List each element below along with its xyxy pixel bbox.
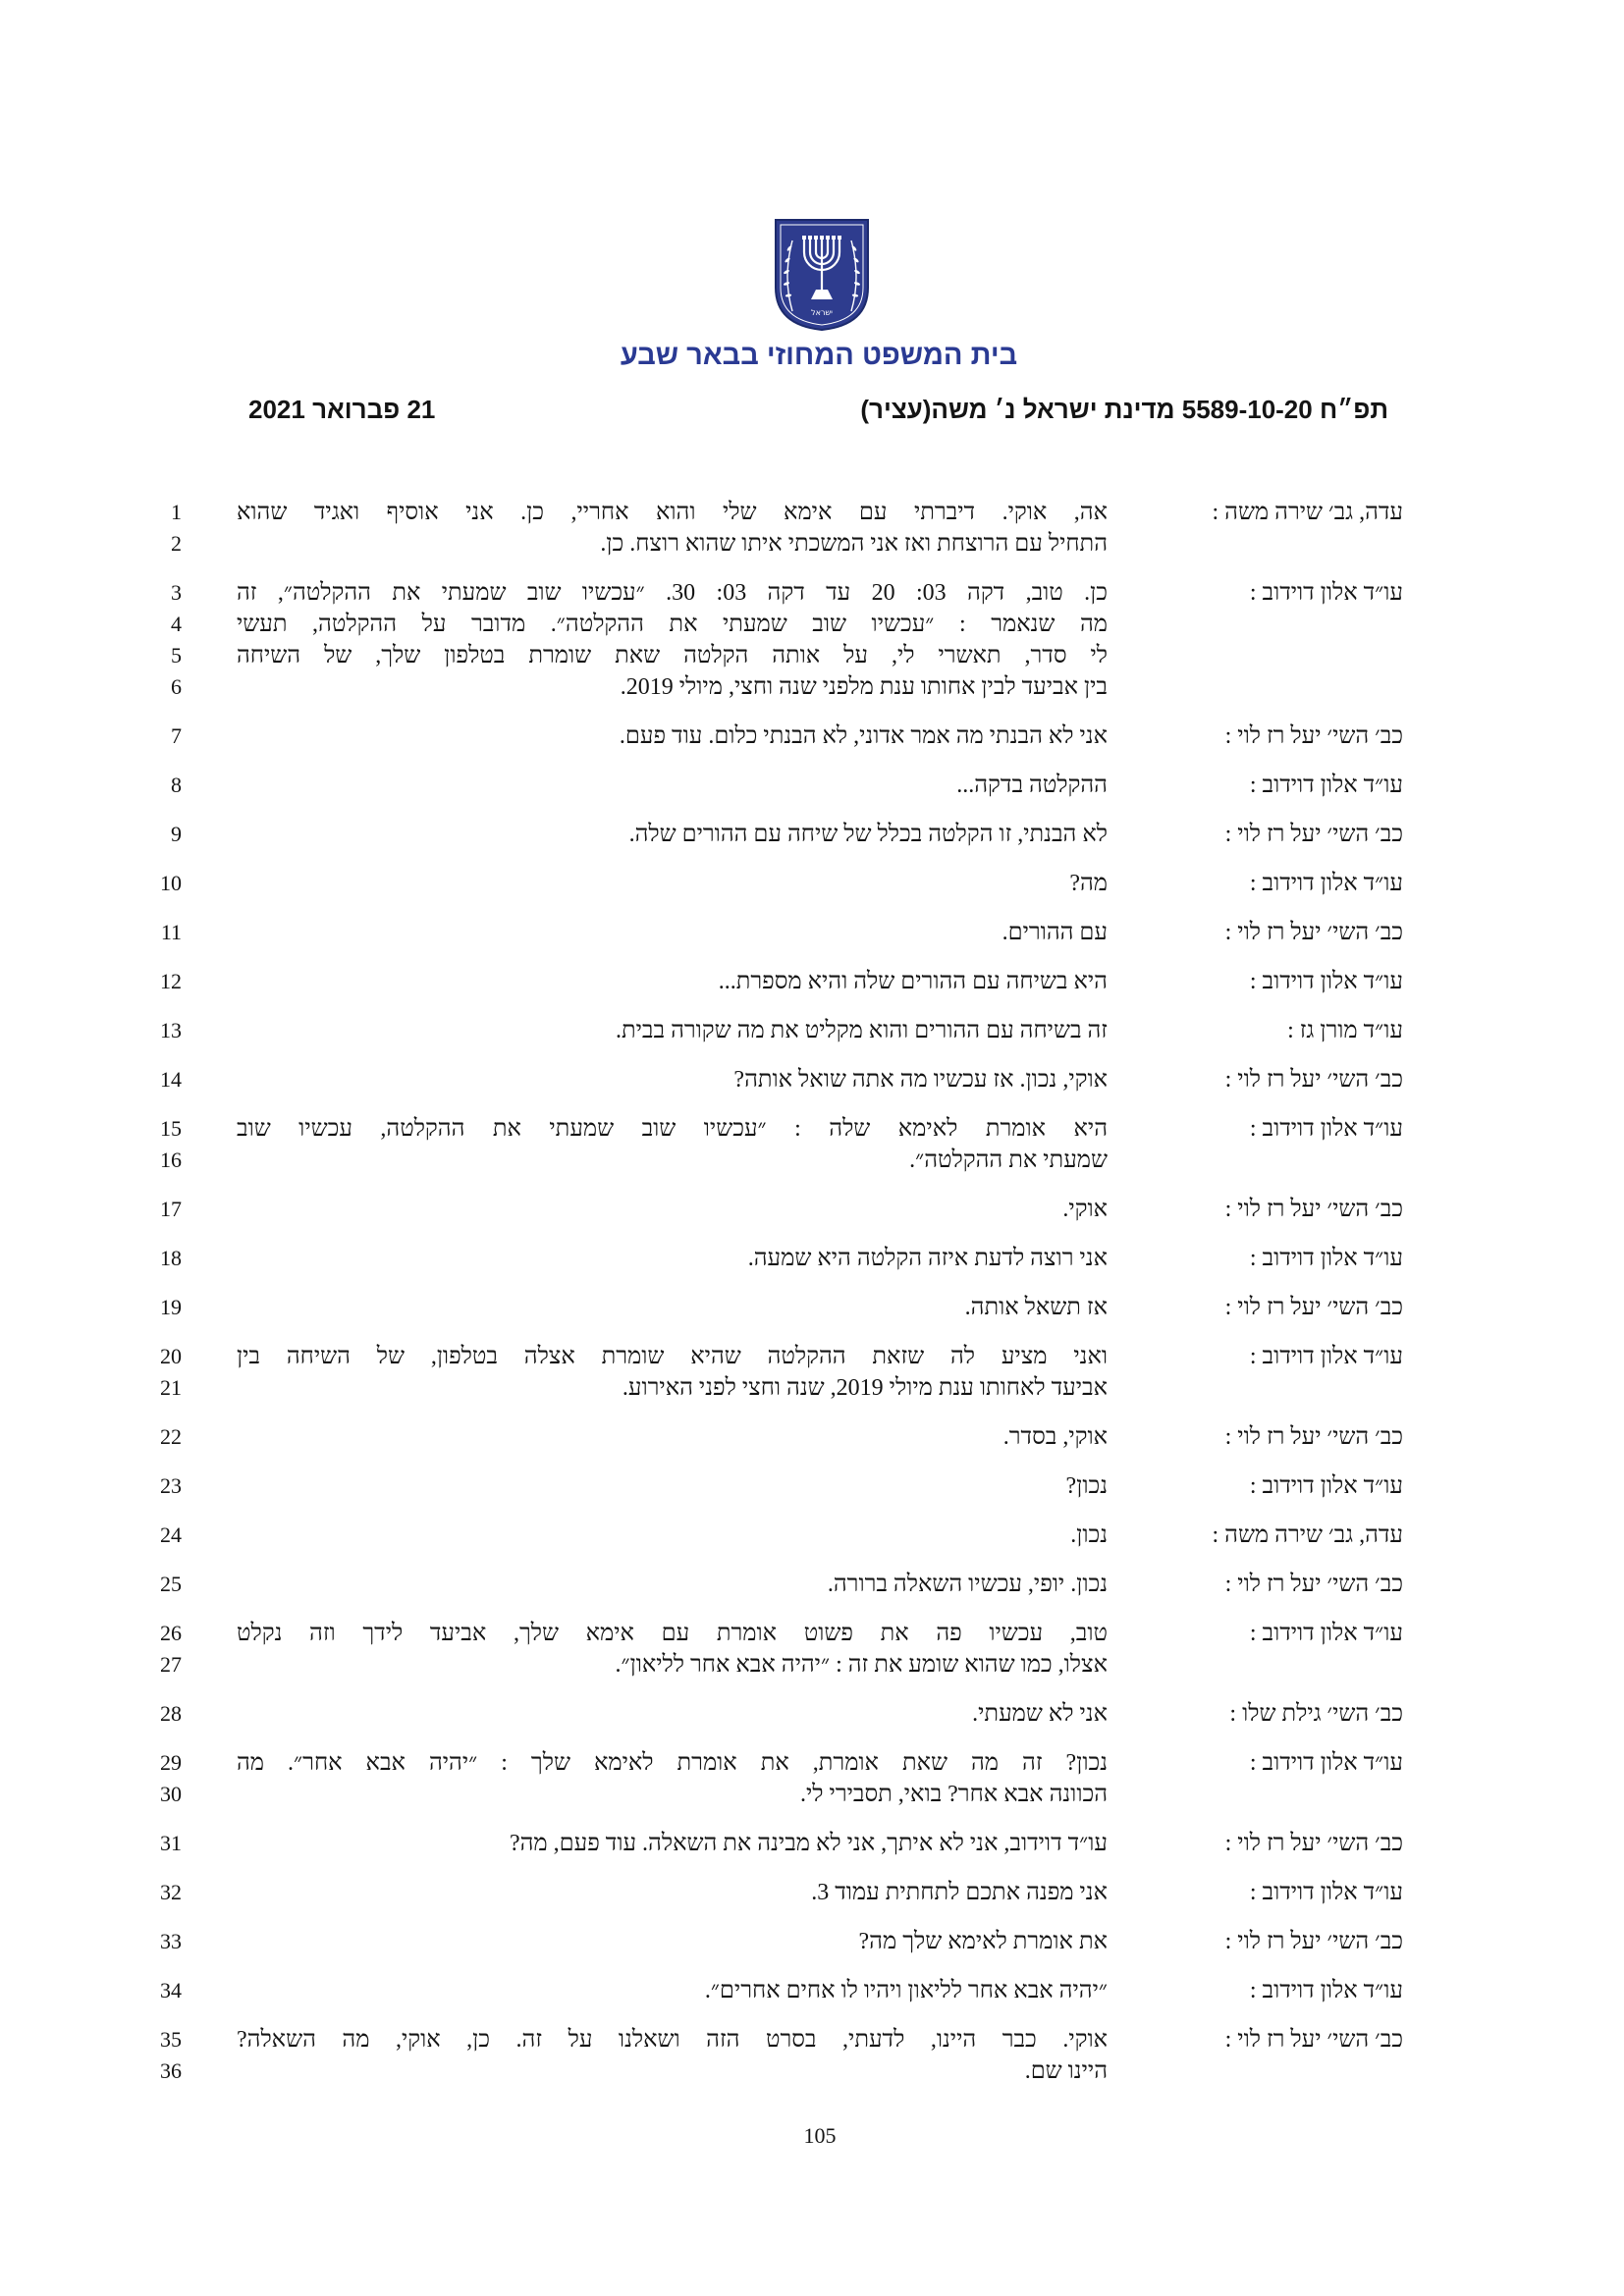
transcript [0, 497, 1624, 2105]
utterance-line: אוקי. כבר היינו, לדעתי, בסרט הזה ושאלנו על זה. כן, אוקי, מה השאלה? [237, 2027, 1108, 2053]
line-number: 27 [160, 1652, 182, 1677]
line-number: 5 [171, 643, 182, 667]
line-number: 11 [160, 920, 182, 944]
utterance-text [237, 1470, 1108, 1502]
line-number: 1 [171, 500, 182, 524]
utterance-line: נכון? [1065, 1473, 1108, 1499]
utterance-text [237, 1341, 1108, 1404]
utterance-text [237, 1828, 1108, 1859]
state-emblem-icon [773, 217, 871, 333]
utterance-line: אה, אוקי. דיברתי עם אימא שלי והוא אחריי, כן. אני אוסיף ואגיד שהוא [237, 500, 1108, 525]
utterance-text [237, 2024, 1108, 2087]
utterance-line: ״יהיה אבא אחר לליאון ויהיו לו אחים אחרים״. [704, 1978, 1108, 2003]
line-number: 26 [160, 1621, 182, 1645]
line-number: 2 [171, 531, 182, 556]
speaker-label: עדה, גב׳ שירה משה : [1212, 1522, 1403, 1548]
utterance-line: אז תשאל אותה. [964, 1295, 1108, 1320]
line-number: 8 [171, 773, 182, 797]
utterance-text [237, 721, 1108, 752]
utterance-text [237, 1877, 1108, 1908]
utterance-line: היא אומרת לאימא שלה : ״עכשיו שוב שמעתי את ההקלטה, עכשיו שוב [237, 1116, 1108, 1142]
transcript-entry [0, 1828, 1624, 1859]
utterance-line: מה? [1069, 871, 1108, 896]
transcript-entry [0, 1747, 1624, 1810]
line-number: 16 [160, 1148, 182, 1172]
speaker-label: כב׳ השי׳ יעל רז לוי : [1224, 1067, 1403, 1093]
speaker-label: כב׳ השי׳ יעל רז לוי : [1224, 2027, 1403, 2053]
line-number: 6 [171, 674, 182, 699]
line-number: 36 [160, 2058, 182, 2083]
line-numbers [108, 770, 182, 801]
utterance-line: בין אביעד לבין אחותו ענת מלפני שנה וחצי, מיולי 2019. [620, 674, 1108, 700]
line-number: 18 [160, 1246, 182, 1270]
utterance-text [237, 1064, 1108, 1095]
line-numbers [108, 1470, 182, 1502]
utterance-line: אני מפנה אתכם לתחתית עמוד 3. [811, 1880, 1108, 1905]
line-numbers [108, 1113, 182, 1176]
transcript-entry [0, 721, 1624, 752]
speaker-label: כב׳ השי׳ יעל רז לוי : [1224, 1424, 1403, 1450]
speaker-label: עו״ד אלון דוידוב : [1249, 773, 1403, 798]
utterance-text [237, 1975, 1108, 2006]
utterance-line: נכון. [1070, 1522, 1108, 1548]
line-numbers [108, 1015, 182, 1046]
utterance-line: אוקי, בסדר. [1002, 1424, 1108, 1450]
line-numbers [108, 868, 182, 899]
case-title: תפ״ח 5589-10-20 מדינת ישראל נ׳ משה(עציר) [860, 395, 1388, 424]
line-number: 24 [160, 1522, 182, 1547]
line-numbers [108, 819, 182, 850]
utterance-line: הכוונה אבא אחר? בואי, תסבירי לי. [800, 1782, 1108, 1807]
line-numbers [108, 1064, 182, 1095]
line-number: 4 [171, 612, 182, 636]
speaker-label: כב׳ השי׳ יעל רז לוי : [1224, 822, 1403, 847]
speaker-label: כב׳ השי׳ יעל רז לוי : [1224, 1197, 1403, 1222]
transcript-entry [0, 1113, 1624, 1176]
line-numbers [108, 917, 182, 948]
utterance-line: לא הבנתי, זו הקלטה בכלל של שיחה עם ההורים שלה. [628, 822, 1108, 847]
speaker-label: כב׳ השי׳ יעל רז לוי : [1224, 1572, 1403, 1597]
utterance-line: ואני מציע לה שזאת ההקלטה שהיא שומרת אצלה בטלפון, של השיחה בין [237, 1344, 1108, 1369]
speaker-label: כב׳ השי׳ גילת שלו : [1229, 1701, 1403, 1727]
line-number: 30 [160, 1782, 182, 1806]
line-number: 28 [160, 1701, 182, 1726]
line-number: 23 [160, 1473, 182, 1498]
utterance-line: שמעתי את ההקלטה״. [909, 1148, 1108, 1173]
utterance-text [237, 1618, 1108, 1681]
line-number: 21 [160, 1375, 182, 1400]
transcript-entry [0, 1194, 1624, 1225]
line-numbers [108, 1569, 182, 1600]
transcript-entry [0, 770, 1624, 801]
line-numbers [108, 966, 182, 997]
utterance-line: זה בשיחה עם ההורים והוא מקליט את מה שקורה בבית. [616, 1018, 1108, 1043]
utterance-text [237, 1292, 1108, 1323]
transcript-entry [0, 1243, 1624, 1274]
transcript-entry [0, 1341, 1624, 1404]
line-number: 34 [160, 1978, 182, 2002]
utterance-line: את אומרת לאימא שלך מה? [858, 1929, 1108, 1954]
utterance-line: מה שנאמר : ״עכשיו שוב שמעתי את ההקלטה״. מדובר על ההקלטה, תעשי [237, 612, 1108, 637]
line-number: 10 [160, 871, 182, 895]
transcript-entry [0, 1926, 1624, 1957]
speaker-label: עו״ד אלון דוידוב : [1249, 1978, 1403, 2003]
speaker-label: כב׳ השי׳ יעל רז לוי : [1224, 1929, 1403, 1954]
utterance-line: היינו שם. [1024, 2058, 1108, 2084]
speaker-label: עו״ד אלון דוידוב : [1249, 1750, 1403, 1776]
line-numbers [108, 721, 182, 752]
utterance-text [237, 1747, 1108, 1810]
speaker-label: עו״ד אלון דוידוב : [1249, 1473, 1403, 1499]
utterance-line: אני לא הבנתי מה אמר אדוני, לא הבנתי כלום. עוד פעם. [619, 723, 1108, 749]
line-number: 29 [160, 1750, 182, 1775]
utterance-line: אביעד לאחותו ענת מיולי 2019, שנה וחצי לפני האירוע. [622, 1375, 1108, 1401]
transcript-entry [0, 917, 1624, 948]
speaker-label: עו״ד אלון דוידוב : [1249, 871, 1403, 896]
line-numbers [108, 1926, 182, 1957]
utterance-line: אוקי. [1062, 1197, 1108, 1222]
speaker-label: עו״ד אלון דוידוב : [1249, 969, 1403, 994]
utterance-line: ההקלטה בדקה... [956, 773, 1108, 798]
utterance-text [237, 497, 1108, 560]
utterance-text [237, 1243, 1108, 1274]
utterance-line: נכון. יופי, עכשיו השאלה ברורה. [827, 1572, 1108, 1597]
page-number: 105 [803, 2123, 837, 2148]
utterance-line: נכון? זה מה שאת אומרת, את אומרת לאימא שלך : ״יהיה אבא אחר״. מה [237, 1750, 1108, 1776]
utterance-text [237, 1569, 1108, 1600]
utterance-text [237, 1698, 1108, 1730]
speaker-label: עו״ד אלון דוידוב : [1249, 1621, 1403, 1646]
utterance-text [237, 1015, 1108, 1046]
utterance-text [237, 1926, 1108, 1957]
transcript-entry [0, 1569, 1624, 1600]
speaker-label: עו״ד אלון דוידוב : [1249, 580, 1403, 606]
line-number: 15 [160, 1116, 182, 1141]
transcript-entry [0, 1975, 1624, 2006]
line-numbers [108, 1194, 182, 1225]
speaker-label: כב׳ השי׳ יעל רז לוי : [1224, 723, 1403, 749]
utterance-line: היא בשיחה עם ההורים שלה והיא מספרת... [718, 969, 1108, 994]
line-numbers [108, 1877, 182, 1908]
line-numbers [108, 1243, 182, 1274]
transcript-entry [0, 2024, 1624, 2087]
utterance-line: אוקי, נכון. אז עכשיו מה אתה שואל אותה? [733, 1067, 1108, 1093]
utterance-line: עם ההורים. [1001, 920, 1108, 945]
speaker-label: כב׳ השי׳ יעל רז לוי : [1224, 1295, 1403, 1320]
utterance-text [237, 1421, 1108, 1453]
utterance-text [237, 1194, 1108, 1225]
line-numbers [108, 497, 182, 560]
transcript-entry [0, 1520, 1624, 1551]
line-number: 7 [171, 723, 182, 748]
line-numbers [108, 1975, 182, 2006]
transcript-entry [0, 819, 1624, 850]
line-numbers [108, 1421, 182, 1453]
utterance-text [237, 770, 1108, 801]
transcript-entry [0, 966, 1624, 997]
transcript-entry [0, 1064, 1624, 1095]
line-numbers [108, 1341, 182, 1404]
speaker-label: עו״ד אלון דוידוב : [1249, 1116, 1403, 1142]
utterance-line: לי סדר, תאשרי לי, על אותה הקלטה שאת שומרת בטלפון שלך, של השיחה [237, 643, 1108, 668]
utterance-line: התחיל עם הרוצחת ואז אני המשכתי איתו שהוא רוצח. כן. [600, 531, 1108, 557]
line-number: 14 [160, 1067, 182, 1092]
utterance-text [237, 819, 1108, 850]
line-number: 3 [171, 580, 182, 605]
transcript-entry [0, 497, 1624, 560]
line-numbers [108, 1618, 182, 1681]
line-number: 13 [160, 1018, 182, 1042]
hearing-date: 21 פברואר 2021 [248, 395, 436, 424]
utterance-text [237, 917, 1108, 948]
line-numbers [108, 1747, 182, 1810]
speaker-label: עו״ד מורן גז : [1287, 1018, 1403, 1043]
transcript-entry [0, 1421, 1624, 1453]
line-numbers [108, 1292, 182, 1323]
transcript-entry [0, 1618, 1624, 1681]
speaker-label: כב׳ השי׳ יעל רז לוי : [1224, 1831, 1403, 1856]
utterance-text [237, 577, 1108, 703]
line-numbers [108, 1520, 182, 1551]
line-number: 12 [160, 969, 182, 993]
line-numbers [108, 1698, 182, 1730]
speaker-label: עו״ד אלון דוידוב : [1249, 1344, 1403, 1369]
line-number: 20 [160, 1344, 182, 1368]
transcript-entry [0, 1015, 1624, 1046]
line-number: 19 [160, 1295, 182, 1319]
utterance-line: טוב, עכשיו פה את פשוט אומרת עם אימא שלך, אביעד לידך וזה נקלט [237, 1621, 1108, 1646]
speaker-label: עדה, גב׳ שירה משה : [1212, 500, 1403, 525]
utterance-line: עו״ד דוידוב, אני לא איתך, אני לא מבינה את השאלה. עוד פעם, מה? [509, 1831, 1108, 1856]
utterance-line: אני לא שמעתי. [972, 1701, 1108, 1727]
transcript-entry [0, 868, 1624, 899]
transcript-entry [0, 1292, 1624, 1323]
utterance-line: אני רוצה לדעת איזה הקלטה היא שמעה. [747, 1246, 1108, 1271]
line-number: 17 [160, 1197, 182, 1221]
line-number: 35 [160, 2027, 182, 2052]
line-number: 25 [160, 1572, 182, 1596]
transcript-entry [0, 577, 1624, 703]
emblem-lettering: ישראל [811, 308, 833, 317]
transcript-entry [0, 1470, 1624, 1502]
utterance-line: אצלו, כמו שהוא שומע את זה : ״יהיה אבא אחר לליאון״. [615, 1652, 1108, 1678]
transcript-entry [0, 1698, 1624, 1730]
utterance-text [237, 1113, 1108, 1176]
utterance-text [237, 1520, 1108, 1551]
speaker-label: עו״ד אלון דוידוב : [1249, 1880, 1403, 1905]
line-number: 9 [171, 822, 182, 846]
line-number: 22 [160, 1424, 182, 1449]
speaker-label: עו״ד אלון דוידוב : [1249, 1246, 1403, 1271]
utterance-text [237, 966, 1108, 997]
line-numbers [108, 577, 182, 703]
utterance-text [237, 868, 1108, 899]
transcript-entry [0, 1877, 1624, 1908]
line-number: 31 [160, 1831, 182, 1855]
line-numbers [108, 2024, 182, 2087]
utterance-line: כן. טוב, דקה 03: 20 עד דקה 03: 30. ״עכשיו שוב שמעתי את ההקלטה״, זה [237, 580, 1109, 606]
line-numbers [108, 1828, 182, 1859]
court-title: בית המשפט המחוזי בבאר שבע [620, 340, 1018, 371]
line-number: 33 [160, 1929, 182, 1953]
speaker-label: כב׳ השי׳ יעל רז לוי : [1224, 920, 1403, 945]
line-number: 32 [160, 1880, 182, 1904]
